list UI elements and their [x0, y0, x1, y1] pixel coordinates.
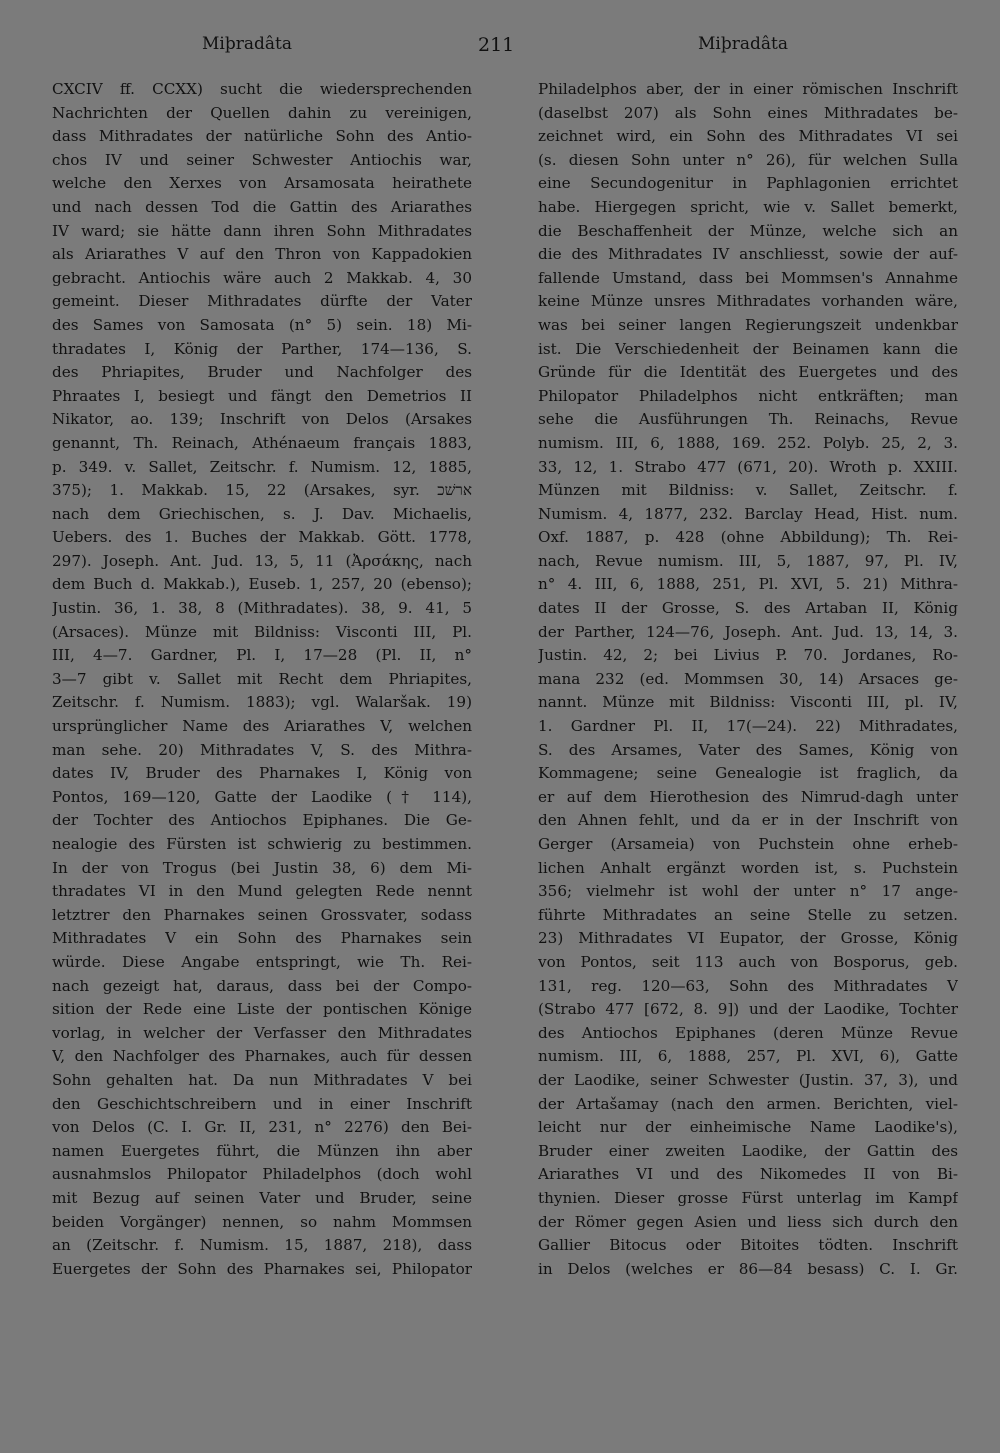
text-line: den Ahnen fehlt, und da er in der Inschrift von [538, 811, 958, 830]
text-line: welche den Xerxes von Arsamosata heirathete [52, 174, 472, 193]
text-line: Philadelphos aber, der in einer römischen Inschrift [538, 80, 958, 98]
text-line: Philopator Philadelphos nicht entkräften; man [538, 386, 958, 405]
text-line: thynien. Dieser grosse Fürst unterlag im Kampf [538, 1188, 958, 1207]
text-line: er auf dem Hierothesion des Nimrud-dagh unter [538, 787, 958, 806]
running-head-left: Miþradâta [202, 34, 292, 54]
text-line: führte Mithradates an seine Stelle zu setzen. [538, 905, 958, 924]
text-line: namen Euergetes führt, die Münzen ihn aber [52, 1141, 472, 1160]
text-line: In der von Trogus (bei Justin 38, 6) dem Mi- [52, 858, 472, 877]
running-head-right: Miþradâta [698, 34, 788, 54]
text-line: Ariarathes VI und des Nikomedes II von Bi- [538, 1165, 958, 1184]
text-line: n° 4. III, 6, 1888, 251, Pl. XVI, 5. 21) Mithra- [538, 575, 958, 594]
text-line: dates II der Grosse, S. des Artaban II, König [538, 599, 958, 618]
text-line: nannt. Münze mit Bildniss: Visconti III, pl. IV, [538, 693, 958, 712]
text-line: mit Bezug auf seinen Vater und Bruder, seine [52, 1188, 472, 1207]
text-line: letztrer den Pharnakes seinen Grossvater, sodass [52, 905, 472, 924]
text-line: Pontos, 169—120, Gatte der Laodike († 114), [52, 787, 472, 806]
page-header [0, 34, 1000, 58]
text-line: Nikator, ao. 139; Inschrift von Delos (Arsakes [52, 410, 472, 429]
text-line: gemeint. Dieser Mithradates dürfte der Vater [52, 292, 472, 311]
text-line: von Pontos, seit 113 auch von Bosporus, geb. [538, 952, 958, 971]
text-line: sition der Rede eine Liste der pontischen Könige [52, 1000, 472, 1019]
text-line: V, den Nachfolger des Pharnakes, auch für dessen [52, 1047, 472, 1066]
text-line: als Ariarathes V auf den Thron von Kappadokien [52, 245, 472, 264]
text-line: CXCIV ff. CCXX) sucht die wiedersprechenden [52, 80, 472, 98]
text-line: an (Zeitschr. f. Numism. 15, 1887, 218), dass [52, 1236, 472, 1255]
text-line: habe. Hiergegen spricht, wie v. Sallet bemerkt, [538, 197, 958, 216]
text-line: Münzen mit Bildniss: v. Sallet, Zeitschr. f. [538, 481, 958, 500]
text-line: keine Münze unsres Mithradates vorhanden wäre, [538, 292, 958, 311]
text-line: des Antiochos Epiphanes (deren Münze Revue [538, 1023, 958, 1042]
text-line: der Römer gegen Asien und liess sich durch den [538, 1212, 958, 1231]
text-line: 23) Mithradates VI Eupator, der Grosse, König [538, 929, 958, 948]
text-line: ausnahmslos Philopator Philadelphos (doch wohl [52, 1165, 472, 1184]
text-line: sehe die Ausführungen Th. Reinachs, Revue [538, 410, 958, 429]
text-line: 297). Joseph. Ant. Jud. 13, 5, 11 (Ἀρσάκης, nach [52, 551, 472, 570]
text-line: Mithradates V ein Sohn des Pharnakes sein [52, 929, 472, 948]
text-line: (s. diesen Sohn unter n° 26), für welchen Sulla [538, 150, 958, 169]
text-line: der Artašamay (nach den armen. Berichten, viel- [538, 1094, 958, 1113]
text-line: leicht nur der einheimische Name Laodike's), [538, 1118, 958, 1137]
text-line: eine Secundogenitur in Paphlagonien errichtet [538, 174, 958, 193]
right-text-column [538, 78, 958, 1281]
text-line: Bruder einer zweiten Laodike, der Gattin des [538, 1141, 958, 1160]
text-line: dates IV, Bruder des Pharnakes I, König von [52, 764, 472, 783]
text-line: lichen Anhalt ergänzt worden ist, s. Puchstein [538, 858, 958, 877]
text-line: Numism. 4, 1877, 232. Barclay Head, Hist. num. [538, 504, 958, 523]
text-line: numism. III, 6, 1888, 257, Pl. XVI, 6), Gatte [538, 1047, 958, 1066]
text-line: was bei seiner langen Regierungszeit undenkbar [538, 315, 958, 334]
text-line: der Laodike, seiner Schwester (Justin. 37, 3), und [538, 1070, 958, 1089]
text-line: nach, Revue numism. III, 5, 1887, 97, Pl. IV, [538, 551, 958, 570]
text-line: Kommagene; seine Genealogie ist fraglich, da [538, 764, 958, 783]
text-line: 131, reg. 120—63, Sohn des Mithradates V [538, 976, 958, 995]
text-line: thradates I, König der Parther, 174—136, S. [52, 339, 472, 358]
text-line: des Phriapites, Bruder und Nachfolger des [52, 363, 472, 382]
text-line: würde. Diese Angabe entspringt, wie Th. Rei- [52, 952, 472, 971]
text-line: IV ward; sie hätte dann ihren Sohn Mithradates [52, 221, 472, 240]
left-text-column [52, 78, 472, 1281]
text-line: fallende Umstand, dass bei Mommsen's Annahme [538, 268, 958, 287]
text-line: die Beschaffenheit der Münze, welche sich an [538, 221, 958, 240]
text-line: Phraates I, besiegt und fängt den Demetrios II [52, 386, 472, 405]
text-line: thradates VI in den Mund gelegten Rede nennt [52, 882, 472, 901]
text-line: mana 232 (ed. Mommsen 30, 14) Arsaces ge- [538, 669, 958, 688]
text-line: Zeitschr. f. Numism. 1883); vgl. Walaršak. 19) [52, 693, 472, 712]
text-line: Nachrichten der Quellen dahin zu vereinigen, [52, 103, 472, 122]
text-line: nealogie des Fürsten ist schwierig zu bestimmen. [52, 835, 472, 853]
text-line: Gründe für die Identität des Euergetes und des [538, 363, 958, 382]
text-line: III, 4—7. Gardner, Pl. I, 17—28 (Pl. II, n° [52, 646, 472, 665]
text-line: Gerger (Arsameia) von Puchstein ohne erheb- [538, 835, 958, 853]
text-line: nach gezeigt hat, daraus, dass bei der Compo- [52, 976, 472, 995]
text-line: die des Mithradates IV anschliesst, sowie der auf- [538, 245, 958, 264]
page-number: 211 [478, 34, 515, 56]
text-line: gebracht. Antiochis wäre auch 2 Makkab. 4, 30 [52, 268, 472, 287]
text-line: (daselbst 207) als Sohn eines Mithradates be- [538, 103, 958, 122]
text-line: 375); 1. Makkab. 15, 22 (Arsakes, syr. ארשׁכ [52, 481, 472, 500]
text-line: (Strabo 477 [672, 8. 9]) und der Laodike, Tochter [538, 1000, 958, 1019]
text-line: dem Buch d. Makkab.), Euseb. 1, 257, 20 (ebenso); [52, 575, 472, 594]
text-line: (Arsaces). Münze mit Bildniss: Visconti III, Pl. [52, 622, 472, 641]
text-line: Oxf. 1887, p. 428 (ohne Abbildung); Th. Rei- [538, 528, 958, 547]
text-line: vorlag, in welcher der Verfasser den Mithradates [52, 1023, 472, 1042]
text-line: nach dem Griechischen, s. J. Dav. Michaelis, [52, 504, 472, 523]
text-line: chos IV und seiner Schwester Antiochis war, [52, 150, 472, 169]
text-line: der Tochter des Antiochos Epiphanes. Die Ge- [52, 811, 472, 830]
text-line: und nach dessen Tod die Gattin des Ariarathes [52, 197, 472, 216]
text-line: des Sames von Samosata (n° 5) sein. 18) Mi- [52, 315, 472, 334]
text-line: Uebers. des 1. Buches der Makkab. Gött. 1778, [52, 528, 472, 547]
text-line: 1. Gardner Pl. II, 17(—24). 22) Mithradates, [538, 717, 958, 736]
text-line: p. 349. v. Sallet, Zeitschr. f. Numism. 12, 1885, [52, 457, 472, 476]
text-line: der Parther, 124—76, Joseph. Ant. Jud. 13, 14, 3. [538, 622, 958, 641]
text-line: in Delos (welches er 86—84 besass) C. I. Gr. [538, 1259, 958, 1278]
text-line: 33, 12, 1. Strabo 477 (671, 20). Wroth p. XXIII. [538, 457, 958, 476]
text-line: man sehe. 20) Mithradates V, S. des Mithra- [52, 740, 472, 759]
text-line: Justin. 36, 1. 38, 8 (Mithradates). 38, 9. 41, 5 [52, 599, 472, 618]
text-line: Gallier Bitocus oder Bitoites tödten. Inschrift [538, 1236, 958, 1255]
text-line: dass Mithradates der natürliche Sohn des Antio- [52, 127, 472, 146]
text-line: ursprünglicher Name des Ariarathes V, welchen [52, 717, 472, 736]
text-line: von Delos (C. I. Gr. II, 231, n° 2276) den Bei- [52, 1118, 472, 1137]
text-line: Justin. 42, 2; bei Livius P. 70. Jordanes, Ro- [538, 646, 958, 665]
text-line: beiden Vorgänger) nennen, so nahm Mommsen [52, 1212, 472, 1231]
text-line: genannt, Th. Reinach, Athénaeum français 1883, [52, 433, 472, 452]
text-line: S. des Arsames, Vater des Sames, König von [538, 740, 958, 759]
text-line: ist. Die Verschiedenheit der Beinamen kann die [538, 339, 958, 358]
text-line: 3—7 gibt v. Sallet mit Recht dem Phriapites, [52, 669, 472, 688]
text-line: 356; vielmehr ist wohl der unter n° 17 ange- [538, 882, 958, 901]
text-line: Euergetes der Sohn des Pharnakes sei, Philopator [52, 1259, 472, 1278]
text-line: Sohn gehalten hat. Da nun Mithradates V bei [52, 1070, 472, 1089]
text-line: zeichnet wird, ein Sohn des Mithradates VI sei [538, 127, 958, 146]
text-line: den Geschichtschreibern und in einer Inschrift [52, 1094, 472, 1113]
text-line: numism. III, 6, 1888, 169. 252. Polyb. 25, 2, 3. [538, 433, 958, 452]
